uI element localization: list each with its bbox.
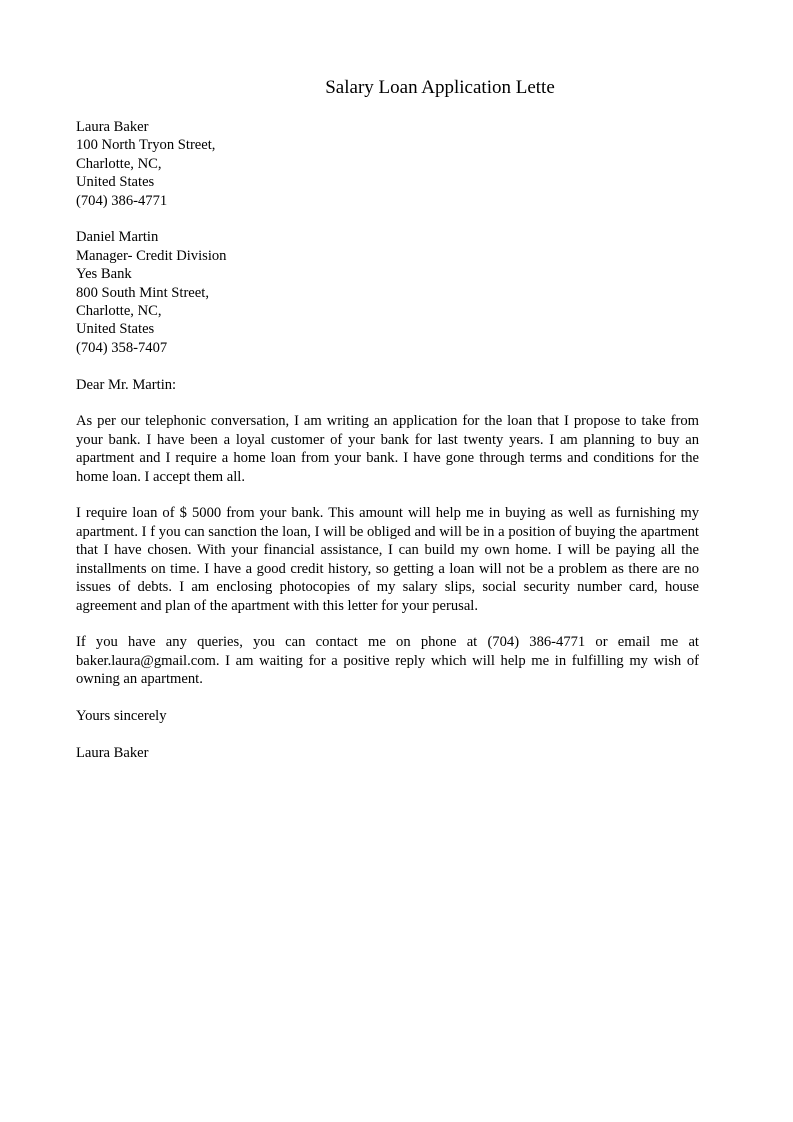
- spacer: [76, 210, 699, 228]
- sender-name: Laura Baker: [76, 119, 149, 135]
- sender-street: 100 North Tryon Street,: [76, 137, 216, 154]
- recipient-country: United States: [76, 321, 155, 338]
- salutation: Dear Mr. Martin:: [76, 376, 177, 393]
- spacer: [76, 486, 699, 504]
- recipient-address: [76, 228, 699, 357]
- spacer: [76, 725, 699, 743]
- spacer: [76, 689, 699, 707]
- sender-phone: (704) 386-4771: [76, 192, 168, 209]
- recipient-street: 800 South Mint Street,: [76, 284, 209, 301]
- spacer: [76, 615, 699, 633]
- closing: Yours sincerely: [76, 707, 167, 724]
- recipient-title: Manager- Credit Division: [76, 247, 227, 264]
- paragraph-3: If you have any queries, you can contact me on phone at (704) 386-4771 or email me at baker.laura@gmail.com. I am waiting for a positive reply which will help me in fulfilling my wish of owning an apartment.: [76, 634, 699, 688]
- letter-body: [76, 118, 699, 762]
- sender-address: [76, 118, 699, 210]
- spacer: [76, 394, 699, 412]
- spacer: [76, 357, 699, 375]
- recipient-phone: (704) 358-7407: [76, 339, 168, 356]
- paragraph-2: I require loan of $ 5000 from your bank. This amount will help me in buying as well as furnishing my apartment. I f you can sanction the loan, I will be obliged and will be in a position of buying the apartment that I have chosen. With your financial assistance, I can build my own home. I will be paying all the installments on time. I have a good credit history, so getting a loan will not be a problem as there are no issues of debts. I am enclosing photocopies of my salary slips, social security number card, house agreement and plan of the apartment with this letter for your perusal.: [76, 505, 699, 614]
- recipient-city: Charlotte, NC,: [76, 303, 162, 320]
- paragraph-1: As per our telephonic conversation, I am writing an application for the loan that I propose to take from your bank. I have been a loyal customer of your bank for last twenty years. I am planning to buy an apartment and I require a home loan from your bank. I have gone through terms and conditions for the home loan. I accept them all.: [76, 413, 699, 485]
- sender-city: Charlotte, NC,: [76, 155, 162, 172]
- recipient-company: Yes Bank: [76, 266, 132, 283]
- sender-country: United States: [76, 174, 155, 191]
- signature: Laura Baker: [76, 744, 149, 761]
- recipient-name: Daniel Martin: [76, 229, 159, 246]
- letter-title: Salary Loan Application Lette: [325, 77, 555, 98]
